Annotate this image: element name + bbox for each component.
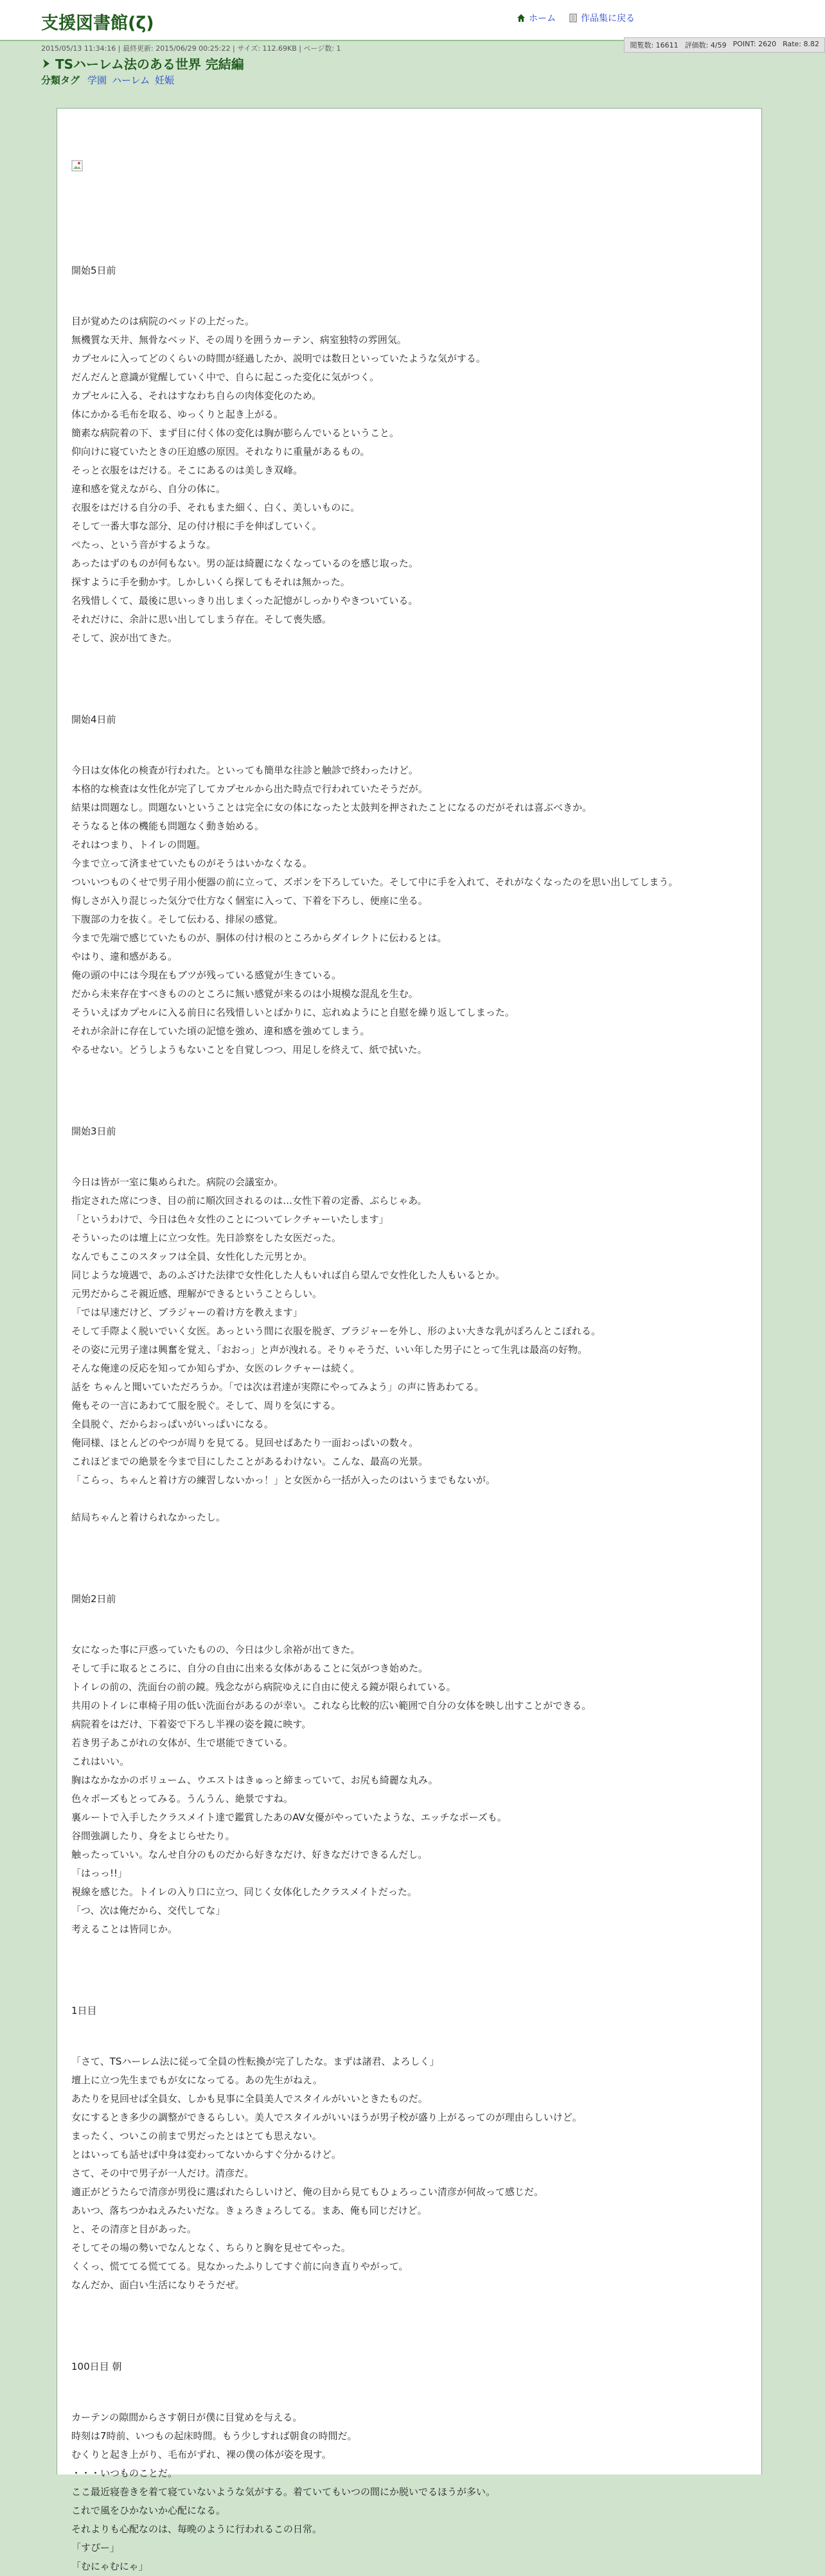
story-line: 本格的な検査は女性化が完了してカプセルから出た時点で行われていたそうだが。 [71, 783, 428, 795]
story-line: だから未来存在すべきもののところに無い感覚が来るのは小規模な混乱を生む。 [71, 988, 418, 1000]
story-line: 「こらっ、ちゃんと着け方の練習しないかっ！」と女医から一括が入ったのはいうまでもないが。 [71, 1474, 496, 1486]
story-line: 時刻は7時前、いつもの起床時間。もう少しすれば朝食の時間だ。 [71, 2430, 357, 2442]
story-line: カプセルに入ってどのくらいの時間が経過したか、説明では数日といっていたような気がする。 [71, 353, 486, 364]
story-line: 俺もその一言にあわてて服を脱ぐ。そして、周りを気にする。 [71, 1400, 341, 1411]
broken-image-icon [71, 160, 83, 172]
story-line: そして手に取るところに、自分の自由に出来る女体があることに気がつき始めた。 [71, 1663, 429, 1674]
story-line: 簡素な病院着の下、まず目に付く体の変化は胸が膨らんでいるということ。 [71, 427, 400, 439]
story-line: とはいっても話せば中身は変わってないからすぐ分かるけど。 [71, 2149, 341, 2160]
story-line: 女になった事に戸惑っていたものの、今日は少し余裕が出てきた。 [71, 1644, 360, 1655]
story-line: さて、その中で男子が一人だけ。清彦だ。 [71, 2167, 254, 2179]
top-nav [517, 12, 635, 24]
story-line: ここ最近寝巻きを着て寝ていないような気がする。着ていてもいつの間にか脱いでるほうが多い。 [71, 2486, 496, 2498]
story-line: そして一番大事な部分、足の付け根に手を伸ばしていく。 [71, 520, 322, 532]
story-line: 適正がどうたらで清彦が男役に選ばれたらしいけど、俺の目から見てもひょろっこい清彦が何故って感じだ。 [71, 2186, 544, 2198]
story-line: そんな俺達の反応を知ってか知らずか、女医のレクチャーは続く。 [71, 1363, 360, 1374]
story-title [41, 54, 244, 73]
story-line: 俺同様、ほとんどのやつが周りを見てる。見回せばあたり一面おっぱいの数々。 [71, 1437, 419, 1449]
story-line: 指定された席につき、目の前に順次回されるのは…女性下着の定番、ぶらじゃあ。 [71, 1195, 427, 1206]
story-line: と、その清彦と目があった。 [71, 2223, 197, 2235]
story-line: 仰向けに寝ていたときの圧迫感の原因。それなりに重量があるもの。 [71, 446, 370, 457]
home-icon [517, 13, 526, 22]
story-line: 病院着をはだけ、下着姿で下ろし半裸の姿を鏡に映す。 [71, 1718, 312, 1730]
story-line: 「つ、次は俺だから、交代してな」 [71, 1905, 226, 1916]
story-line: 今まで立って済ませていたものがそうはいかなくなる。 [71, 858, 313, 869]
story-line: 「さて、TSハーレム法に従って全員の性転換が完了したな。まずは諸君、よろしく」 [71, 2056, 439, 2067]
story-section [71, 710, 745, 1059]
story-line: あったはずのものが何もない。男の証は綺麗になくなっているのを感じ取った。 [71, 558, 418, 569]
story-line: 結果は問題なし。問題ないということは完全に女の体になったと太鼓判を押されたことになるのだがそれは喜ぶべきか。 [71, 802, 592, 813]
rate: Rate: 8.82 [783, 40, 819, 48]
tag-list [41, 73, 174, 87]
story-line: それはつまり、トイレの問題。 [71, 839, 206, 851]
section-heading: 100日目 朝 [71, 2361, 122, 2372]
story-line: カーテンの隙間からさす朝日が僕に目覚めを与える。 [71, 2412, 303, 2423]
story-section [71, 261, 745, 648]
document-icon [569, 13, 578, 22]
story-line: そういえばカプセルに入る前日に名残惜しいとばかりに、忘れぬようにと自慰を繰り返してしまった。 [71, 1007, 515, 1018]
story-line: 体にかかる毛布を取る、ゆっくりと起き上がる。 [71, 409, 283, 420]
story-line: 「むにゃむにゃ」 [71, 2561, 148, 2572]
story-line: 名残惜しくて、最後に思いっきり出しまくった記憶がしっかりやきついている。 [71, 595, 418, 606]
story-line: むくりと起き上がり、毛布がずれ、裸の僕の体が姿を現す。 [71, 2449, 332, 2460]
story-line: 下腹部の力を抜く。そして伝わる、排尿の感覚。 [71, 913, 283, 925]
story-line: 若き男子あこがれの女体が、生で堪能できている。 [71, 1737, 294, 1749]
story-line: ぺたっ、という音がするような。 [71, 539, 217, 551]
story-line: そうなると体の機能も問題なく動き始める。 [71, 820, 265, 832]
chevron-right-icon [41, 58, 51, 69]
story-line: ついいつものくせで男子用小便器の前に立って、ズボンを下ろしていた。そして中に手を入れて、それがなくなったのを思い出してしまう。 [71, 876, 679, 888]
story-line: 触ったっていい。なんせ自分のものだから好きなだけ、好きなだけできるんだし。 [71, 1849, 428, 1860]
site-title[interactable]: 支援図書館(ζ) [41, 13, 154, 33]
story-line: 今日は女体化の検査が行われた。といっても簡単な往診と触診で終わったけど。 [71, 764, 418, 776]
story-line: そして手際よく脱いでいく女医。あっという間に衣服を脱ぎ、ブラジャーを外し、形のよい大きな乳がぽろんとこぼれる。 [71, 1325, 601, 1337]
tag-link[interactable]: ハーレム [112, 75, 150, 86]
story-line: 結局ちゃんと着けられなかったし。 [71, 1512, 226, 1523]
story-line: 「というわけで、今日は色々女性のことについてレクチャーいたします」 [71, 1213, 389, 1225]
rating-count: 評価数: 4/59 [684, 41, 727, 49]
story-line: 胸はなかなかのボリューム、ウエストはきゅっと締まっていて、お尻も綺麗な丸み。 [71, 1774, 438, 1786]
story-line: カプセルに入る、それはすなわち自らの肉体変化のため。 [71, 390, 322, 401]
story-title-text: TSハーレム法のある世界 完結編 [55, 57, 244, 72]
story-line: 「すぴー」 [71, 2542, 120, 2554]
story-line: それよりも心配なのは、毎晩のように行われるこの日常。 [71, 2523, 323, 2535]
story-line: あいつ、落ちつかねえみたいだな。きょろきょろしてる。まあ、俺も同じだけど。 [71, 2205, 427, 2216]
story-line: 今日は皆が一室に集められた。病院の会議室か。 [71, 1176, 284, 1188]
story-line: 元男だからこそ親近感、理解ができるということらしい。 [71, 1288, 323, 1300]
story-line: 悔しさが入り混じった気分で仕方なく個室に入って、下着を下ろし、便座に坐る。 [71, 895, 428, 906]
story-line: まったく、ついこの前まで男だったとはとても思えない。 [71, 2130, 322, 2142]
section-heading: 開始3日前 [71, 1125, 116, 1137]
tag-label: 分類タグ [41, 75, 80, 86]
story-line: 視線を感じた。トイレの入り口に立つ、同じく女体化したクラスメイトだった。 [71, 1886, 417, 1898]
points: POINT: 2620 [732, 40, 777, 48]
section-heading: 開始4日前 [71, 714, 116, 725]
story-line: 目が覚めたのは病院のベッドの上だった。 [71, 315, 255, 327]
story-meta: 2015/05/13 11:34:16 | 最終更新: 2015/06/29 00:25:22 | サイズ: 112.69KB | ページ数: 1 [41, 44, 341, 53]
home-link[interactable] [517, 12, 556, 24]
story-line: くくっ、慌ててる慌ててる。見なかったふりしてすぐ前に向き直りやがって。 [71, 2261, 409, 2272]
story-line: 違和感を覚えながら、自分の体に。 [71, 483, 226, 495]
story-line: なんでもここのスタッフは全員、女性化した元男とか。 [71, 1251, 313, 1262]
story-line: 俺の頭の中には今現在もブツが残っている感覚が生きている。 [71, 969, 342, 981]
story-line: そしてその場の勢いでなんとなく、ちらりと胸を見せてやった。 [71, 2242, 351, 2254]
section-heading: 1日目 [71, 2005, 97, 2016]
tag-link[interactable]: 学園 [87, 75, 107, 86]
section-heading: 開始2日前 [71, 1593, 116, 1605]
home-link-label: ホーム [529, 13, 556, 24]
tag-link[interactable]: 妊娠 [155, 75, 175, 86]
views-count: 閲覧数: 16611 [630, 41, 679, 49]
story-line: 谷間強調したり、身をよじらせたり。 [71, 1830, 235, 1842]
story-line: 女にするとき多少の調整ができるらしい。美人でスタイルがいいほうが男子校が盛り上がるってのが理由らしいけど。 [71, 2112, 582, 2123]
story-line: これで風をひかないか心配になる。 [71, 2505, 226, 2516]
story-line: 「では早速だけど、ブラジャーの着け方を教えます」 [71, 1307, 303, 1318]
works-link-label: 作品集に戻る [581, 13, 635, 24]
section-heading: 開始5日前 [71, 265, 116, 276]
story-line: これほどまでの絶景を今まで目にしたことがあるわけない。こんな、最高の光景。 [71, 1456, 429, 1467]
story-line: その姿に元男子達は興奮を覚え、「おおっ」と声が洩れる。そりゃそうだ、いい年した男子にとって生乳は最高の好物。 [71, 1344, 588, 1355]
story-line: 同じような境遇で、あのふざけた法律で女性化した人もいれば自ら望んで女性化した人もいるとか。 [71, 1269, 505, 1281]
story-line: それだけに、余計に思い出してしまう存在。そして喪失感。 [71, 613, 332, 625]
story-body [57, 108, 762, 2572]
story-line: 色々ポーズもとってみる。うんうん、絶景ですね。 [71, 1793, 293, 1804]
story-line: 壇上に立つ先生までもが女になってる。あの先生がねえ。 [71, 2074, 323, 2086]
story-line: だんだんと意識が覚醒していく中で、自らに起こった変化に気がつく。 [71, 371, 380, 383]
stats-box [624, 37, 825, 53]
story-line: 話を ちゃんと聞いていただろうか。「では次は君達が実際にやってみよう」の声に皆あわてる。 [71, 1381, 484, 1393]
story-line: 裏ルートで入手したクラスメイト達で鑑賞したあのAV女優がやっていたような、エッチなポーズも。 [71, 1812, 507, 1823]
story-line: そっと衣服をはだける。そこにあるのは美しき双峰。 [71, 464, 303, 476]
story-section [71, 1122, 745, 1527]
story-line: なんだか、面白い生活になりそうだぜ。 [71, 2279, 245, 2291]
story-line: やはり、違和感がある。 [71, 951, 178, 962]
story-line: やるせない。どうしようもないことを自覚しつつ、用足しを終えて、紙で拭いた。 [71, 1044, 427, 1055]
story-line: 今まで先端で感じていたものが、胴体の付け根のところからダイレクトに伝わるとは。 [71, 932, 447, 944]
story-line: それが余計に存在していた頃の記憶を強め、違和感を強めてしまう。 [71, 1025, 370, 1037]
story-section [71, 2002, 745, 2295]
story-line: 「はっっ!!」 [71, 1867, 128, 1879]
story-line: トイレの前の、洗面台の前の鏡。残念ながら病院ゆえに自由に使える鏡が限られている。 [71, 1681, 456, 1693]
story-line [71, 1490, 745, 1508]
story-section [71, 2358, 745, 2576]
story-line: 探すように手を動かす。しかしいくら探してもそれは無かった。 [71, 576, 350, 588]
story-line: 無機質な天井、無骨なベッド、その周りを囲うカーテン、病室独特の雰囲気。 [71, 334, 407, 346]
story-line: これはいい。 [71, 1756, 130, 1767]
story-line: 共用のトイレに車椅子用の低い洗面台があるのが幸い。これなら比較的広い範囲で自分の女体を映し出すことができる。 [71, 1700, 592, 1711]
story-line: 全員脱ぐ、だからおっぱいがいっぱいになる。 [71, 1418, 274, 1430]
story-line: そういったのは壇上に立つ女性。先日診察をした女医だった。 [71, 1232, 342, 1244]
story-line: 考えることは皆同じか。 [71, 1923, 178, 1935]
works-link[interactable] [569, 12, 635, 24]
story-section [71, 1590, 745, 1939]
story-sections [71, 261, 745, 2576]
story-line: ・・・いつものことだ。 [71, 2467, 178, 2479]
story-line: 衣服をはだける自分の手、それもまた細く、白く、美しいものに。 [71, 502, 360, 513]
story-line: そして、涙が出てきた。 [71, 632, 177, 644]
story-line: あたりを見回せば全員女、しかも見事に全員美人でスタイルがいいときたものだ。 [71, 2093, 428, 2104]
